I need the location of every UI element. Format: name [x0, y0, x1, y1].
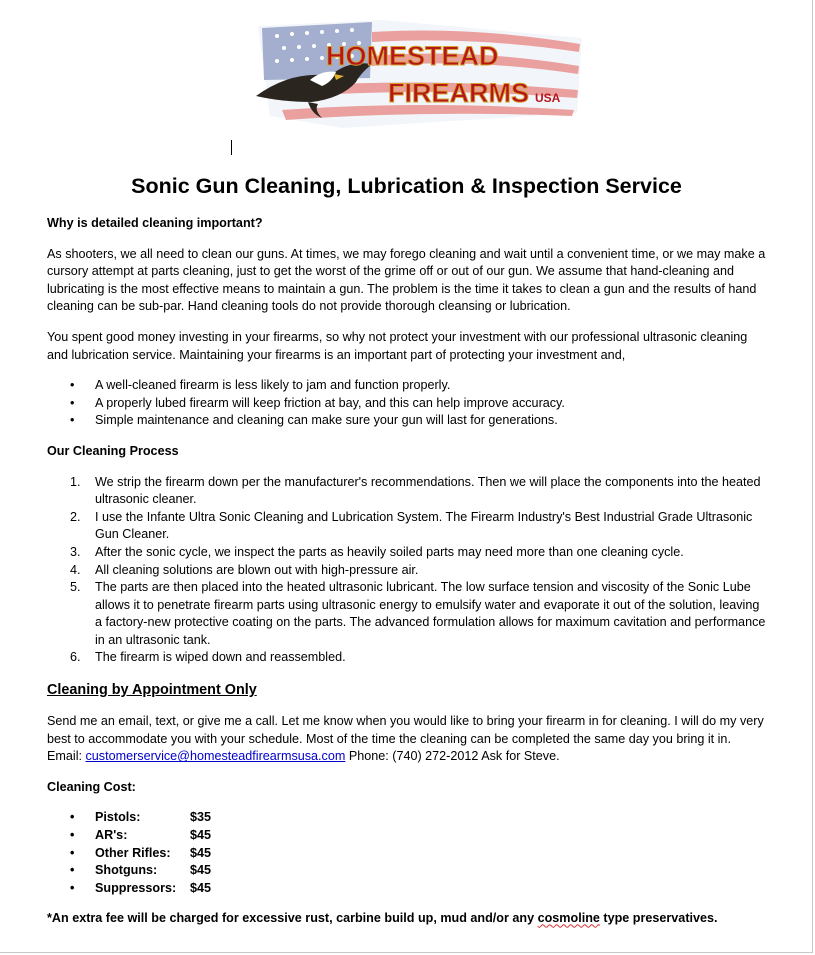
list-item: • Pistols: $35 — [47, 809, 769, 827]
list-item: 6. The firearm is wiped down and reassembled. — [70, 650, 346, 665]
extra-fee-footnote: *An extra fee will be charged for excessive rust, carbine build up, mud and/or any cosmoline type preservatives. — [47, 911, 718, 926]
benefits-list — [47, 377, 769, 430]
list-item: • Suppressors: $45 — [47, 880, 769, 898]
svg-text:FIREARMS: FIREARMS — [388, 78, 529, 108]
page-title: Sonic Gun Cleaning, Lubrication & Inspection Service — [131, 174, 682, 198]
text-cursor — [231, 140, 232, 155]
list-item: 5. The parts are then placed into the heated ultrasonic lubricant. The low surface tension and viscosity of the Sonic Lube allows it to penetrate firearm parts using ultrasonic energy to emulsify water and evaporate it out of the solution, leaving a factory-new protective coating on the parts. The advanced formulation allows for maximum cavitation and performance in an ultrasonic tank. — [70, 580, 766, 647]
svg-text:USA: USA — [535, 91, 561, 105]
list-item: • A properly lubed firearm will keep friction at bay, and this can help improve accuracy. — [47, 395, 769, 413]
appointment-heading: Cleaning by Appointment Only — [47, 682, 257, 699]
list-item: • AR's: $45 — [47, 827, 769, 845]
svg-text:HOMESTEAD: HOMESTEAD — [326, 41, 499, 71]
spellcheck-flagged-word: cosmoline — [537, 911, 600, 926]
cost-list — [47, 809, 769, 897]
process-heading: Our Cleaning Process — [47, 443, 179, 458]
list-item: • A well-cleaned firearm is less likely to jam and function properly. — [47, 377, 769, 395]
cost-heading: Cleaning Cost: — [47, 779, 136, 794]
why-heading: Why is detailed cleaning important? — [47, 216, 263, 230]
document-body — [47, 215, 769, 928]
list-item: 1. We strip the firearm down per the manufacturer's recommendations. Then we will place the components into the heated ultrasonic cleaner. — [70, 474, 761, 507]
list-item: 4. All cleaning solutions are blown out with high-pressure air. — [70, 562, 419, 577]
why-paragraph-1: As shooters, we all need to clean our guns. At times, we may forego cleaning and wait until a convenient time, or we may make a cursory attempt at parts cleaning, just to get the worst of the grime off or out of our gun. We assume that hand-cleaning and lubricating is the most effective means to maintain a gun. The problem is the time it takes to clean a gun and the results of hand cleaning can be sub-par. Hand cleaning tools do not provide thorough cleansing or lubrication. — [47, 246, 766, 314]
homestead-firearms-logo — [252, 18, 584, 130]
why-paragraph-2: You spent good money investing in your firearms, so why not protect your investment with our professional ultrasonic cleaning and lubrication service. Maintaining your firearms is an important part of protecting your investment and, — [47, 329, 748, 362]
list-item: 3. After the sonic cycle, we inspect the parts as heavily soiled parts may need more than one cleaning cycle. — [70, 544, 684, 559]
email-link[interactable]: customerservice@homesteadfirearmsusa.com — [85, 749, 346, 764]
list-item: • Simple maintenance and cleaning can make sure your gun will last for generations. — [47, 412, 769, 430]
list-item: • Shotguns: $45 — [47, 862, 769, 880]
list-item: 2. I use the Infante Ultra Sonic Cleaning and Lubrication System. The Firearm Industry's Best Industrial Grade Ultrasonic Gun Cleaner. — [70, 509, 753, 542]
appointment-paragraph: Send me an email, text, or give me a call. Let me know when you would like to bring your firearm in for cleaning. I will do my very best to accommodate you with your schedule. Most of the time the cleaning can be completed the same day you bring it in. Email: customerservice@homesteadfirearmsusa.com Phone: (740) 272-2012 Ask for Steve. — [47, 714, 764, 764]
process-steps-list — [47, 474, 769, 668]
list-item: • Other Rifles: $45 — [47, 845, 769, 863]
